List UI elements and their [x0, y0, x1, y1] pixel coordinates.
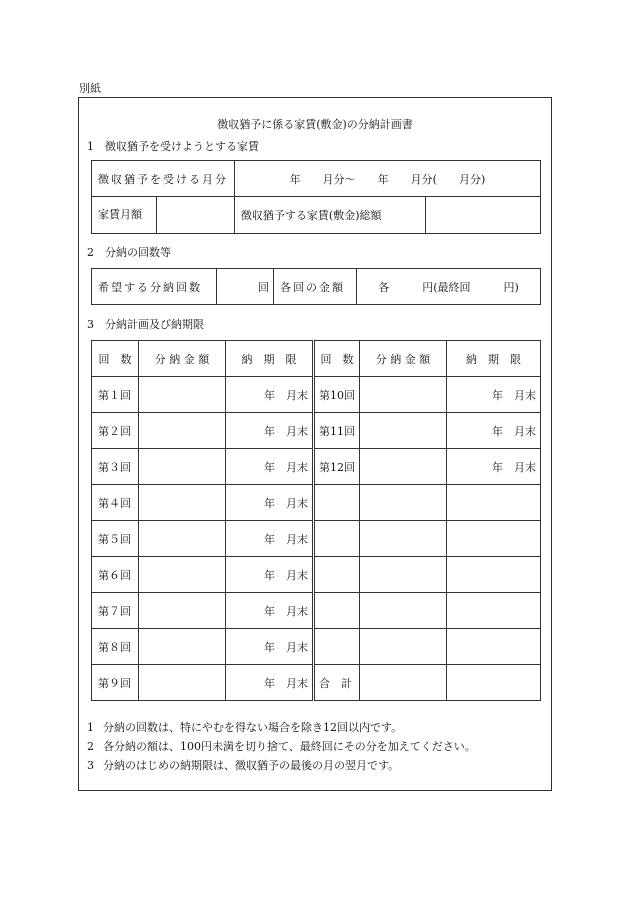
row-amount-right[interactable] [360, 413, 447, 449]
row-amount-left[interactable] [139, 557, 226, 593]
row-count-left: 第９回 [92, 665, 139, 701]
period-value: 年 月分～ 年 月分( 月分) [234, 161, 540, 197]
row-count-right [314, 521, 360, 557]
row-count-right [314, 485, 360, 521]
row-due-left: 年 月末 [226, 629, 314, 665]
section1-table [91, 160, 541, 234]
row-amount-left[interactable] [139, 521, 226, 557]
row-due-left: 年 月末 [226, 449, 314, 485]
row-due-right [447, 665, 541, 701]
row-count-left: 第３回 [92, 449, 139, 485]
row-due-left: 年 月末 [226, 377, 314, 413]
rent-label: 家賃月額 [92, 197, 157, 233]
corner-label: 別紙 [79, 82, 101, 95]
header-due-left: 納 期 限 [226, 341, 314, 377]
row-amount-right[interactable] [360, 449, 447, 485]
row-due-left: 年 月末 [226, 665, 314, 701]
note-item: 3 分納のはじめの納期限は、徴収猶予の最後の月の翌月です。 [87, 759, 400, 772]
section2-heading: 2 分納の回数等 [87, 246, 171, 259]
count-unit: 回 [217, 269, 274, 305]
row-count-left: 第２回 [92, 413, 139, 449]
row-count-left: 第８回 [92, 629, 139, 665]
plan-row [92, 629, 541, 665]
row-count-left: 第１回 [92, 377, 139, 413]
row-amount-right[interactable] [360, 485, 447, 521]
row-amount-left[interactable] [139, 665, 226, 701]
row-due-left: 年 月末 [226, 593, 314, 629]
row-due-right: 年 月末 [447, 377, 541, 413]
header-amount-left: 分 納 金 額 [139, 341, 226, 377]
section2-table [91, 268, 541, 305]
plan-row [92, 449, 541, 485]
row-count-right: 合 計 [314, 665, 360, 701]
row-amount-right[interactable] [360, 629, 447, 665]
count-label: 希望する分納回数 [92, 269, 217, 305]
note-item: 1 分納の回数は、特にやむを得ない場合を除き12回以内です。 [87, 721, 403, 734]
total-value[interactable] [426, 197, 541, 234]
row-amount-left[interactable] [139, 629, 226, 665]
header-amount-right: 分 納 金 額 [360, 341, 447, 377]
notes [87, 718, 476, 775]
row-due-right [447, 485, 541, 521]
row-count-right: 第11回 [314, 413, 360, 449]
header-count-left: 回 数 [92, 341, 139, 377]
row-count-left: 第４回 [92, 485, 139, 521]
plan-row [92, 413, 541, 449]
note-item: 2 各分納の額は、100円未満を切り捨て、最終回にその分を加えてください。 [87, 740, 476, 753]
row-amount-left[interactable] [139, 485, 226, 521]
plan-row [92, 521, 541, 557]
row-amount-right[interactable] [360, 665, 447, 701]
row-count-right [314, 557, 360, 593]
row-amount-right[interactable] [360, 557, 447, 593]
row-count-right: 第12回 [314, 449, 360, 485]
form-title: 徴収猶予に係る家賃(敷金)の分納計画書 [217, 118, 413, 131]
header-count-right: 回 数 [314, 341, 360, 377]
plan-row [92, 377, 541, 413]
row-due-right [447, 593, 541, 629]
row-count-left: 第５回 [92, 521, 139, 557]
row-amount-left[interactable] [139, 413, 226, 449]
row-due-right [447, 629, 541, 665]
row-due-left: 年 月末 [226, 485, 314, 521]
row-amount-left[interactable] [139, 449, 226, 485]
total-label: 徴収猶予する家賃(敷金)総額 [234, 197, 426, 234]
row-due-right: 年 月末 [447, 413, 541, 449]
plan-row [92, 665, 541, 701]
header-due-right: 納 期 限 [447, 341, 541, 377]
plan-table [91, 340, 541, 701]
row-amount-left[interactable] [139, 593, 226, 629]
plan-row [92, 593, 541, 629]
section1-heading: 1 徴収猶予を受けようとする家賃 [87, 140, 259, 153]
row-due-left: 年 月末 [226, 557, 314, 593]
row-count-left: 第６回 [92, 557, 139, 593]
row-count-right: 第10回 [314, 377, 360, 413]
form-frame [78, 97, 552, 791]
plan-row [92, 557, 541, 593]
row-count-left: 第７回 [92, 593, 139, 629]
row-due-right: 年 月末 [447, 449, 541, 485]
each-value: 各 円(最終回 円) [357, 269, 541, 305]
row-amount-right[interactable] [360, 593, 447, 629]
row-amount-right[interactable] [360, 521, 447, 557]
rent-cell [92, 197, 235, 234]
row-amount-left[interactable] [139, 377, 226, 413]
row-due-left: 年 月末 [226, 521, 314, 557]
each-label: 各回の金額 [274, 269, 357, 305]
row-due-left: 年 月末 [226, 413, 314, 449]
row-due-right [447, 557, 541, 593]
row-due-right [447, 521, 541, 557]
row-count-right [314, 593, 360, 629]
period-label: 徴収猶予を受ける月分 [92, 161, 235, 197]
row-count-right [314, 629, 360, 665]
row-amount-right[interactable] [360, 377, 447, 413]
section3-heading: 3 分納計画及び納期限 [87, 318, 204, 331]
plan-row [92, 485, 541, 521]
